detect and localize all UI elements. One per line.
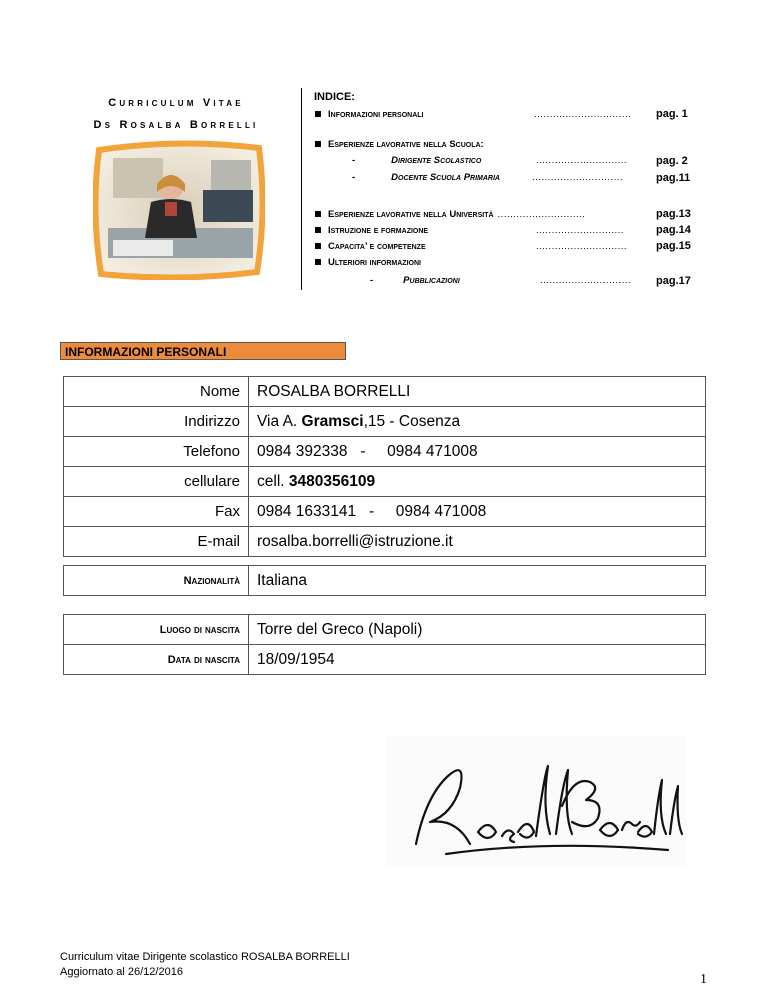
index-page-ref: pag.17 [656,275,691,287]
label-indirizzo: Indirizzo [64,407,249,437]
bullet-icon [315,243,321,249]
footer-line2: Aggiornato al 26/12/2016 [60,966,183,978]
label-cellulare: cellulare [64,467,249,497]
cv-title-line2: Ds Rosalba Borrelli [93,119,259,131]
label-luogo-nascita: Luogo di nascita [64,615,249,645]
table-row [64,527,706,557]
index-subitem-docente: - Docente Scuola Primaria [352,172,500,183]
index-item-esperienze-scuola: Esperienze lavorative nella Scuola: [314,139,484,150]
index-item-universita: Esperienze lavorative nella Università ............................ [314,209,585,220]
index-item-capacita: Capacita’ e competenze [314,241,426,252]
label-nazionalita: Nazionalità [64,566,249,596]
index-item-ulteriori: Ulteriori informazioni [314,257,421,268]
table-row [64,467,706,497]
index-item-informazioni-personali: Informazioni personali [314,109,424,120]
value-nazionalita: Italiana [249,566,706,596]
section-label-informazioni-personali: INFORMAZIONI PERSONALI [60,342,346,360]
footer-line1: Curriculum vitae Dirigente scolastico ROSALBA BORRELLI [60,951,350,963]
bullet-icon [315,211,321,217]
index-page-ref: pag.15 [656,240,691,252]
bullet-icon [315,259,321,265]
index-page-ref: pag. 2 [656,155,688,167]
index-item-istruzione: Istruzione e formazione [314,225,428,236]
cv-title [60,92,292,136]
nascita-table [63,614,706,675]
value-nome: ROSALBA BORRELLI [249,377,706,407]
table-row [64,407,706,437]
index-page-ref: pag.11 [656,172,691,184]
label-nome: Nome [64,377,249,407]
index-heading: INDICE: [314,91,355,103]
index-page-ref: pag.13 [656,208,691,220]
label-fax: Fax [64,497,249,527]
index-dots: ............................... [534,109,632,120]
index-dots: ............................. [540,275,632,286]
index-page-ref: pag.14 [656,224,691,236]
bullet-icon [315,141,321,147]
index-dots: ............................. [536,241,628,252]
index-page-ref: pag. 1 [656,108,688,120]
table-row [64,497,706,527]
page-number: 1 [700,972,707,987]
label-email: E-mail [64,527,249,557]
table-row [64,437,706,467]
index-dots: ............................. [532,172,624,183]
value-luogo-nascita: Torre del Greco (Napoli) [249,615,706,645]
label-telefono: Telefono [64,437,249,467]
value-cellulare: cell. 3480356109 [249,467,706,497]
bullet-icon [315,111,321,117]
personal-info-table [63,376,706,557]
label-data-nascita: Data di nascita [64,645,249,675]
table-row [64,645,706,675]
bullet-icon [315,227,321,233]
profile-photo [93,140,265,280]
table-row [64,615,706,645]
table-row [64,566,706,596]
cv-title-line1: Curriculum Vitae [108,97,244,109]
header-divider [301,88,302,290]
value-data-nascita: 18/09/1954 [249,645,706,675]
signature-image [386,736,686,866]
index-subitem-dirigente: - Dirigente Scolastico [352,155,482,166]
value-email: rosalba.borrelli@istruzione.it [249,527,706,557]
index-subitem-pubblicazioni: - Pubblicazioni [370,275,460,286]
index-dots: ............................. [536,155,628,166]
value-fax: 0984 1633141 - 0984 471008 [249,497,706,527]
nazionalita-table [63,565,706,596]
footer [60,950,350,980]
value-indirizzo: Via A. Gramsci,15 - Cosenza [249,407,706,437]
index-dots: ............................ [536,225,624,236]
value-telefono: 0984 392338 - 0984 471008 [249,437,706,467]
table-row [64,377,706,407]
